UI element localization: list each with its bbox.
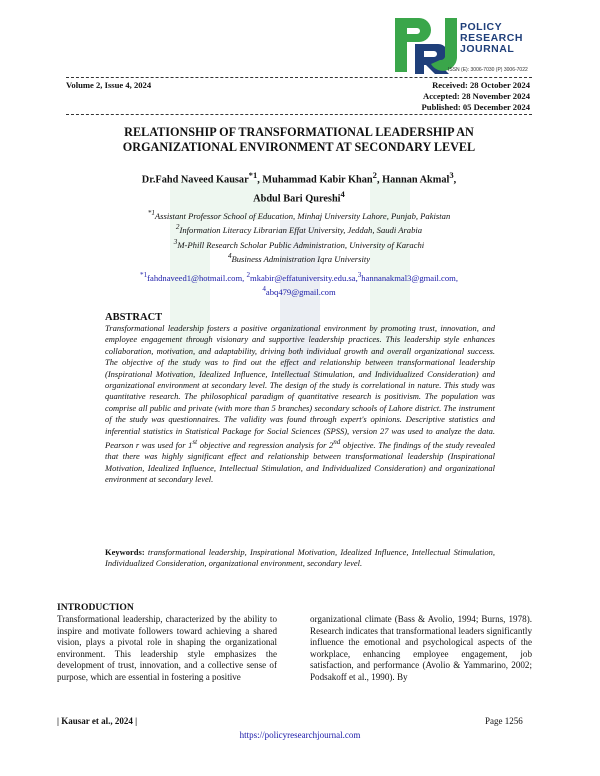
paper-title	[66, 125, 532, 155]
received-date: Received: 28 October 2024	[432, 80, 530, 90]
affiliation-3: $^3$M-Phill Research Scholar Public Administration, University of Karachi	[173, 237, 425, 250]
volume-issue: Volume 2, Issue 4, 2024	[66, 80, 152, 90]
title-line-2: ORGANIZATIONAL ENVIRONMENT AT SECONDARY LEVEL	[122, 140, 476, 154]
author-1: Dr.Fahd Naveed Kausar	[141, 174, 249, 186]
intro-column-left: Transformational leadership, characterized by the ability to inspire and motivate followers toward achieving a shared vision, plays a pivotal role in shaping the organizational environment. This leadership style emphasizes the development of trust, innovation, and a collective sense of purpose, which are essential in fostering a positive	[57, 614, 277, 682]
author-4-sup: 4	[340, 189, 345, 200]
published-date: Published: 05 December 2024	[421, 102, 530, 112]
footer-citation: | Kausar et al., 2024 |	[57, 716, 138, 726]
header-rule-bottom	[66, 114, 532, 115]
abstract-heading: ABSTRACT	[105, 312, 163, 323]
affiliation-2: $^2$Information Literacy Librarian Effat University, Jeddah, Saudi Arabia	[175, 223, 423, 236]
keywords-text: transformational leadership, Inspirational Motivation, Idealized Influence, Intellectual Stimulation, Individualized Consideration, organizational environment, secondary level.	[105, 547, 495, 569]
page-number: Page 1256	[485, 716, 523, 726]
issn: ISSN (E): 3006-7030 (P) 3006-7022	[448, 67, 528, 73]
journal-name	[460, 22, 523, 55]
keywords	[105, 547, 495, 570]
author-2-sup: 2	[372, 170, 377, 180]
abstract-text: Transformational leadership fosters a positive organizational environment by promoting trust, innovation, and employee engagement through visionary and supportive leadership practices. This leadership style enhances collaboration, motivation, and adaptability, driving both individual growth and overall organizational success. The objective of the study was to find out the effect and relationship between transformational leadership (Inspirational Motivation, Idealized Influence, Intellectual Stimulation, and Individualized Consideration) and organizational environment at secondary level. The design of the study is correlational in nature. This study was quantitative research. The philosophical paradigm of quantitative research is positivism. The population was comprise all public and private (with more than 5 branches) secondary schools of Lahore district. The instrument of the study was questionnaires. The validity was found through expert's opinions. Descriptive statistics and inferential statistics in Statistical Package for Social Sciences (SPSS), version 27 was used to analyze the data. Pearson r was used for 1st objective and regression analysis for 2nd objective. The findings of the study revealed that there was highly significant effect and relationship between transformational leadership (Inspirational Motivation, Idealized Influence, Intellectual Stimulation, and Individualized Consideration) and organizational environment at secondary level.	[105, 323, 496, 485]
title-line-1: RELATIONSHIP OF TRANSFORMATIONAL LEADERSHIP AN	[124, 125, 474, 139]
affiliation-4: $^4$Business Administration Iqra University	[227, 252, 371, 265]
author-4: Abdul Bari Qureshi	[253, 193, 341, 205]
author-1-sup: *1	[248, 170, 258, 180]
introduction-heading: INTRODUCTION	[57, 602, 134, 613]
journal-url-link[interactable]: https://policyresearchjournal.com	[239, 730, 361, 740]
journal-name-line1: POLICY	[460, 21, 503, 33]
accepted-date: Accepted: 28 November 2024	[423, 91, 530, 101]
author-3-sup: 3	[449, 170, 454, 180]
journal-name-line2: RESEARCH	[460, 32, 523, 44]
author-list: Dr.Fahd Naveed Kausar$^{*1}$, Muhammad Kabir Khan$^2$, Hannan Akmal$^3$, Abdul Bari Qureshi$^4$	[141, 170, 457, 205]
affiliations	[66, 208, 532, 266]
journal-name-line3: JOURNAL	[460, 43, 515, 55]
email-link-3[interactable]: hannanakmal3@gmail.com	[361, 272, 456, 283]
email-link-1[interactable]: fahdnaveed1@hotmail.com	[147, 272, 243, 283]
author-emails: $^{*1}$fahdnaveed1@hotmail.com, $^2$mkabir@effatuniversity.edu.sa,$^3$hannanakmal3@gmail.com, $^4$abq479@gmail.com	[139, 271, 458, 298]
affiliation-1: $^{*1}$Assistant Professor School of Education, Minhaj University Lahore, Punjab, Pakistan	[147, 209, 451, 221]
author-2: Muhammad Kabir Khan	[262, 174, 373, 186]
author-3: Hannan Akmal	[382, 174, 450, 186]
intro-column-right: organizational climate (Bass & Avolio, 1994; Burns, 1978). Research indicates that transformational leaders significantly influence the emotional and psychological aspects of the workplace, enhancing employee engagement, job satisfaction, and performance (Avolio & Yammarino, 2002; Podsakoff et al., 1990). By	[310, 614, 532, 682]
email-link-4[interactable]: abq479@gmail.com	[265, 287, 336, 298]
header-rule-top	[66, 77, 532, 78]
email-link-2[interactable]: mkabir@effatuniversity.edu.sa	[250, 272, 356, 283]
keywords-label: Keywords:	[105, 547, 145, 557]
